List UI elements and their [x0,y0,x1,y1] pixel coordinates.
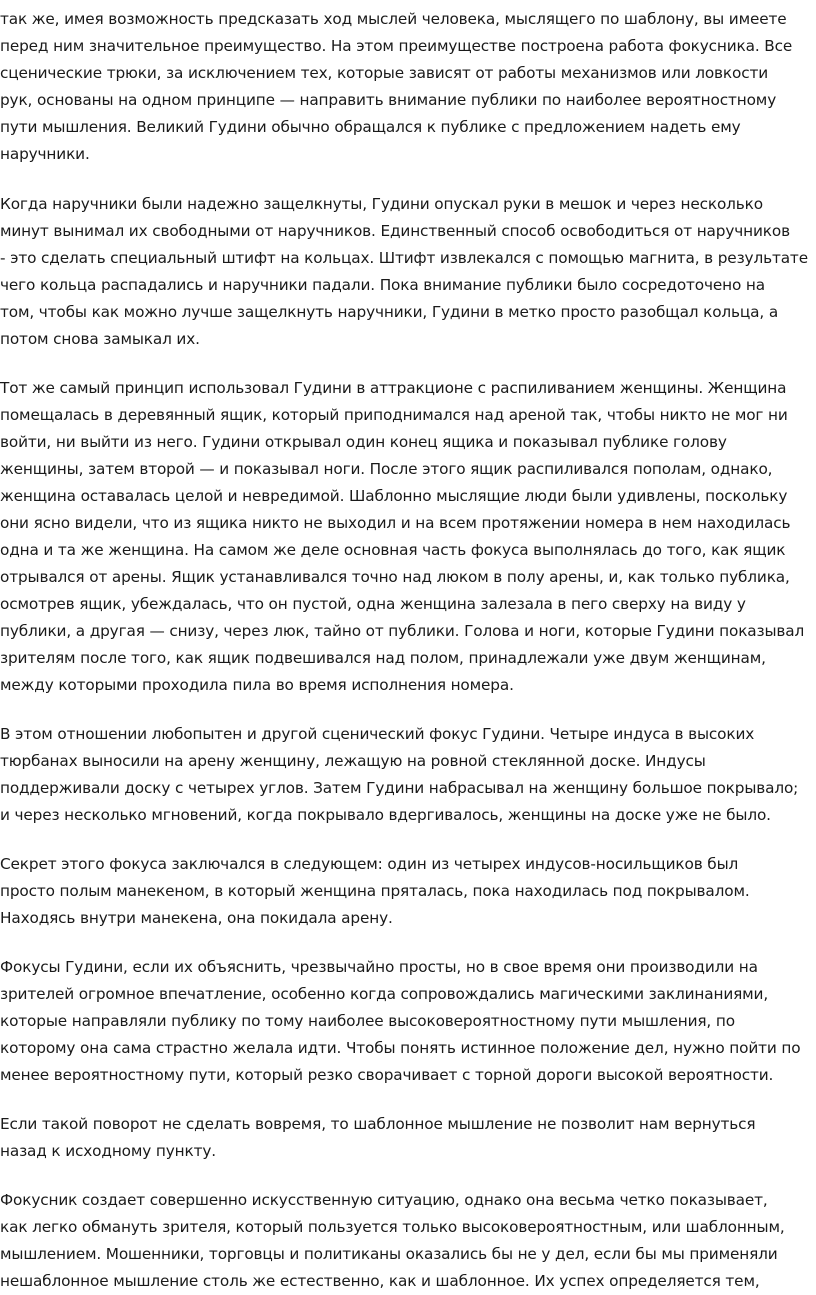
paragraph-2: Когда наручники были надежно защелкнуты, Гудини опускал руки в мешок и через несколько минут вынимал их свободными от наручников. Единственный способ освободиться от наручников - это сделать специальный штифт на кольцах. Штифт извлекался с помощью магнита, в результате чего кольца распадались и наручники падали. Пока внимание публики было сосредоточено на том, чтобы как можно лучше защелкнуть наручники, Гудини в метко просто разобщал кольца, а потом снова замыкал их. [0,195,808,348]
paragraph-8: Фокусник создает совершенно искусственную ситуацию, однако она весьма четко показывает, как легко обмануть зрителя, который пользуется только высоковероятностным, или шаблонным, мышлением. Мошенники, торговцы и политиканы оказались бы не у дел, если бы мы применяли нешаблонное мышление столь же естественно, как и шаблонное. Их успех определяется тем, [0,1191,785,1290]
paragraph-7: Если такой поворот не сделать вовремя, то шаблонное мышление не позволит нам вернуться назад к исходному пункту. [0,1115,756,1160]
paragraph-6: Фокусы Гудини, если их объяснить, чрезвычайно просты, но в свое время они производили на зрителей огромное впечатление, особенно когда сопровождались магическими заклинаниями, которые направляли публику по тому наиболее высоковероятностному пути мышления, по которому она сама страстно желала идти. Чтобы понять истинное положение дел, нужно пойти по менее вероятностному пути, который резко сворачивает с торной дороги высокой вероятности. [0,958,801,1084]
paragraph-5: Секрет этого фокуса заключался в следующем: один из четырех индусов-носильщиков был просто полым манекеном, в который женщина пряталась, пока находилась под покрывалом. Находясь внутри манекена, она покидала арену. [0,855,750,927]
paragraph-4: В этом отношении любопытен и другой сценический фокус Гудини. Четыре индуса в высоких тюрбанах выносили на арену женщину, лежащую на ровной стеклянной доске. Индусы поддерживали доску с четырех углов. Затем Гудини набрасывал на женщину большое покрывало; и через несколько мгновений, когда покрывало вдергивалось, женщины на доске уже не было. [0,725,799,824]
paragraph-1: так же, имея возможность предсказать ход мыслей человека, мыслящего по шаблону, вы имеете перед ним значительное преимущество. На этом преимуществе построена работа фокусника. Все сценические трюки, за исключением тех, которые зависят от работы механизмов или ловкости рук, основаны на одном принципе — направить внимание публики по наиболее вероятностному пути мышления. Великий Гудини обычно обращался к публике с предложением надеть ему наручники. [0,10,793,163]
paragraph-3: Тот же самый принцип использовал Гудини в аттракционе с распиливанием женщины. Женщина помещалась в деревянный ящик, который приподнимался над ареной так, чтобы никто не мог ни войти, ни выйти из него. Гудини открывал один конец ящика и показывал публике голову женщины, затем второй — и показывал ноги. После этого ящик распиливался пополам, однако, женщина оставалась целой и невредимой. Шаблонно мыслящие люди были удивлены, поскольку они ясно видели, что из ящика никто не выходил и на всем протяжении номера в нем находилась одна и та же женщина. На самом же деле основная часть фокуса выполнялась до того, как ящик отрывался от арены. Ящик устанавливался точно над люком в полу арены, и, как только публика, осмотрев ящик, убеждалась, что он пустой, одна женщина залезала в пего сверху на виду у публики, а другая — снизу, через люк, тайно от публики. Голова и ноги, которые Гудини показывал зрителям после того, как ящик подвешивался над полом, принадлежали уже двум женщинам, между которыми проходила пила во время исполнения номера. [0,379,805,694]
